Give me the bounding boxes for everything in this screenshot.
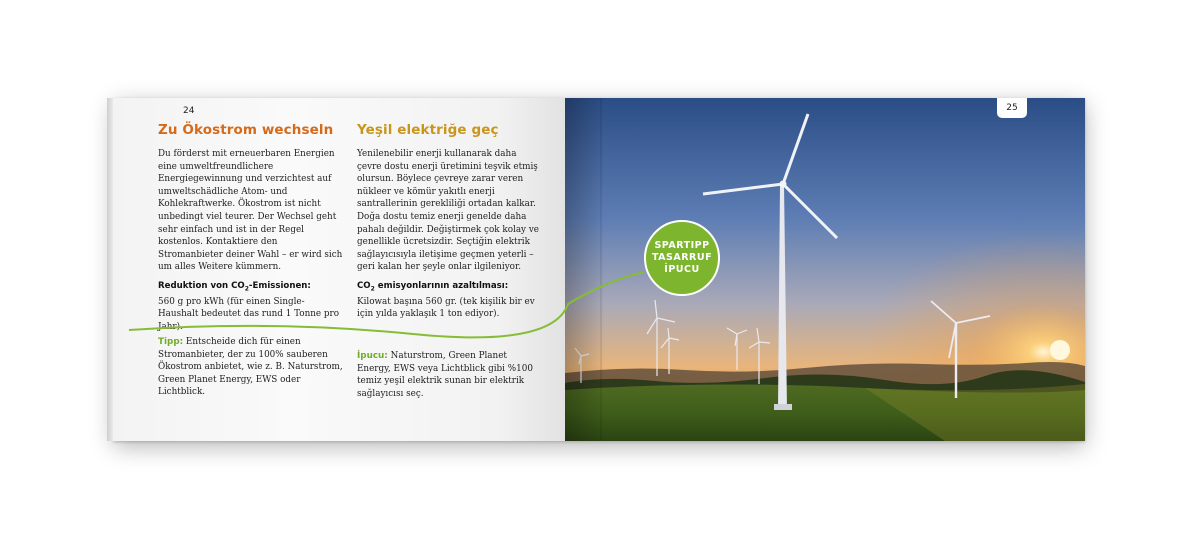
turkish-reduction-title-prefix: CO [357, 280, 371, 291]
turkish-tip [357, 350, 542, 400]
turkish-title: Yeşil elektriğe geç [357, 122, 499, 138]
brochure-spread [113, 98, 1085, 441]
savings-tip-badge [644, 220, 720, 296]
german-reduction-text: 560 g pro kWh (für einen Single-Haushalt bedeutet das rund 1 Tonne pro Jahr). [158, 296, 340, 332]
german-tip-text: Entscheide dich für einen Stromanbieter, der zu 100% sauberen Ökostrom anbietet, wie z. B. Naturstrom, Green Planet Energy, EWS oder Lichtblick. [158, 337, 343, 398]
turkish-reduction-title-suffix: emisyonlarının azaltılması: [374, 280, 509, 291]
german-reduction-title-prefix: Reduktion von CO [158, 280, 245, 291]
turkish-body: Yenilenebilir enerji kullanarak daha çevre dostu enerji üretimini teşvik etmiş olursun. Böylece çevreye zarar veren nükleer ve kömür yakıtlı enerji santrallerinin gerekliliği ortadan kalkar. Doğa dostu temiz enerji genelde daha pahalı değildir. Değiştirmek çok kolay ve genellikle ücretsizdir. Seçtiğin elektrik sağlayıcısıyla iletişime geçmen yeterli – geri kalan her şeyle onlar ilgileniyor. [357, 149, 540, 273]
badge-line-1: SPARTIPP [654, 240, 710, 251]
page-fold-shadow [565, 98, 605, 441]
page-number-right: 25 [997, 98, 1027, 118]
german-tip-label: Tipp: [158, 337, 184, 347]
wind-turbine-photo [565, 98, 1085, 441]
german-tip [158, 336, 343, 399]
turkish-reduction-title [357, 280, 542, 296]
german-body: Du förderst mit erneuerbaren Energien eine umweltfreundlichere Energiegewinnung und verzichtest auf umweltschädliche Atom- und Kohlekraftwerke. Ökostrom ist nicht unbedingt viel teurer. Der Wechsel geht sehr einfach und ist in der Regel kostenlos. Kontaktiere den Stromanbieter deiner Wahl – er wird sich um alles Weitere kümmern. [158, 149, 343, 273]
turkish-tip-label: İpucu: [357, 351, 388, 361]
left-page [113, 98, 565, 441]
sun [1050, 340, 1070, 360]
turkish-tip-text: Naturstrom, Green Planet Energy, EWS veya Lichtblick gibi %100 temiz yeşil elektrik sunan bir elektrik sağlayıcısı seç. [357, 351, 533, 399]
german-column [158, 122, 343, 333]
german-reduction-title [158, 280, 343, 296]
german-title: Zu Ökostrom wechseln [158, 122, 334, 138]
german-reduction-title-subscript: 2 [244, 285, 249, 293]
badge-line-2: TASARRUF [651, 252, 713, 263]
turkish-column [357, 122, 542, 321]
turkish-reduction-text: Kilowat başına 560 gr. (tek kişilik bir ev için yılda yaklaşık 1 ton ediyor). [357, 296, 535, 320]
badge-line-3: İPUCU [664, 264, 700, 275]
german-reduction-title-suffix: -Emissionen: [248, 280, 311, 291]
page-number-left: 24 [183, 106, 195, 116]
right-page [565, 98, 1085, 441]
turkish-reduction-title-subscript: 2 [370, 285, 375, 293]
